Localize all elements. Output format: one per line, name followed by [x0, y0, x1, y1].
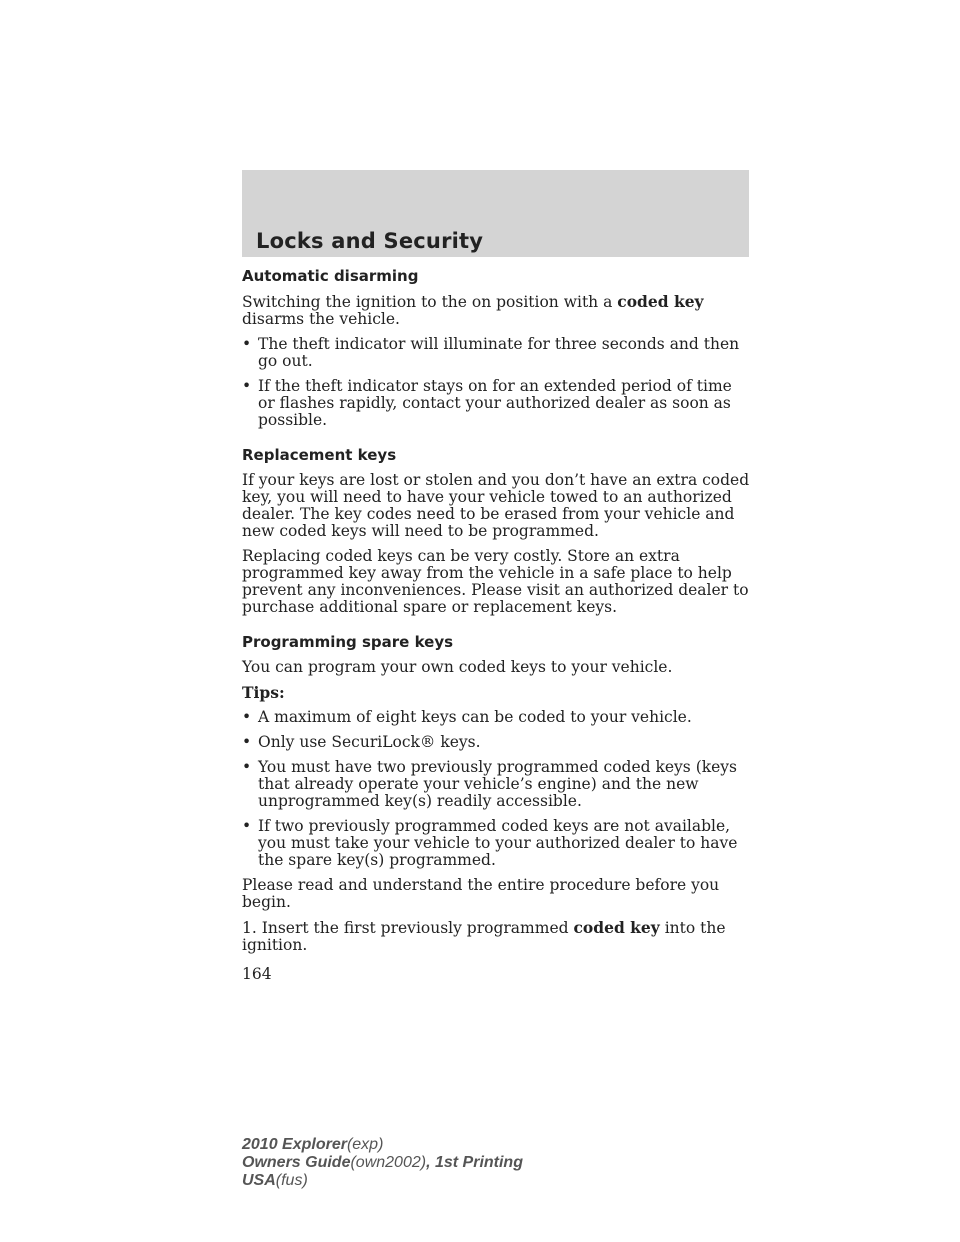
list-item — [242, 336, 752, 370]
text-segment: into the ignition. — [242, 919, 726, 954]
section-header-band — [242, 170, 749, 257]
bullet-icon: • — [242, 377, 252, 395]
footer-model: 2010 Explorer — [242, 1136, 347, 1153]
paragraph-closing: Please read and understand the entire procedure before you begin. — [242, 876, 720, 911]
footer-model-code: (exp) — [346, 1136, 384, 1153]
bullet-list-tips — [242, 709, 752, 869]
footer-line-2 — [242, 1154, 523, 1172]
footer-region: USA — [242, 1172, 276, 1189]
footer-print-info — [242, 1136, 523, 1190]
paragraph-programming-intro: You can program your own coded keys to your vehicle. — [242, 658, 673, 676]
footer-guide: Owners Guide — [242, 1154, 351, 1171]
list-item-text: A maximum of eight keys can be coded to your vehicle. — [258, 708, 692, 726]
paragraph-replacement-2: Replacing coded keys can be very costly. Store an extra programmed key away from the vehicle in a safe place to help prevent any inconveniences. Please visit an authorized dealer to purchase additional spare or replacement keys. — [242, 547, 749, 616]
list-item — [242, 378, 752, 429]
bullet-icon: • — [242, 335, 252, 353]
heading-automatic-disarming: Automatic disarming — [242, 267, 419, 285]
paragraph-replacement-1: If your keys are lost or stolen and you don’t have an extra coded key, you will need to have your vehicle towed to an authorized dealer. The key codes need to be erased from your vehicle and new coded keys will need to be programmed. — [242, 471, 750, 540]
footer-guide-code: (own2002) — [350, 1154, 427, 1171]
page-content — [242, 268, 752, 962]
heading-programming-spare-keys: Programming spare keys — [242, 633, 454, 651]
footer-line-3 — [242, 1172, 523, 1190]
list-item-text: If the theft indicator stays on for an extended period of time or flashes rapidly, contact your authorized dealer as soon as possible. — [258, 377, 732, 429]
list-item-text: You must have two previously programmed coded keys (keys that already operate your vehicle’s engine) and the new unprogrammed key(s) readily accessible. — [258, 758, 738, 810]
list-item-text: The theft indicator will illuminate for three seconds and then go out. — [258, 335, 740, 370]
bullet-list-auto — [242, 336, 752, 429]
page-number: 164 — [242, 965, 272, 983]
bullet-icon: • — [242, 817, 252, 835]
footer-region-code: (fus) — [275, 1172, 308, 1189]
section-title: Locks and Security — [256, 229, 484, 253]
list-item — [242, 709, 752, 726]
list-item — [242, 759, 752, 810]
bullet-icon: • — [242, 758, 252, 776]
tips-label: Tips: — [242, 683, 285, 702]
list-item — [242, 734, 752, 751]
list-item-text: If two previously programmed coded keys are not available, you must take your vehicle to your authorized dealer to have the spare key(s) programmed. — [258, 817, 738, 869]
list-item — [242, 818, 752, 869]
bullet-icon: • — [242, 708, 252, 726]
text-segment: disarms the vehicle. — [242, 310, 400, 328]
footer-line-1 — [242, 1136, 523, 1154]
keyword-coded-key: coded key — [617, 292, 704, 311]
text-segment: 1. Insert the first previously programmed — [242, 919, 574, 937]
list-item-text: Only use SecuriLock® keys. — [258, 733, 481, 751]
footer-printing: , 1st Printing — [426, 1154, 523, 1171]
step-1 — [242, 919, 752, 954]
keyword-coded-key: coded key — [573, 918, 660, 937]
paragraph-auto-disarm — [242, 293, 752, 328]
bullet-icon: • — [242, 733, 252, 751]
heading-replacement-keys: Replacement keys — [242, 446, 397, 464]
text-segment: Switching the ignition to the on position with a — [242, 293, 618, 311]
